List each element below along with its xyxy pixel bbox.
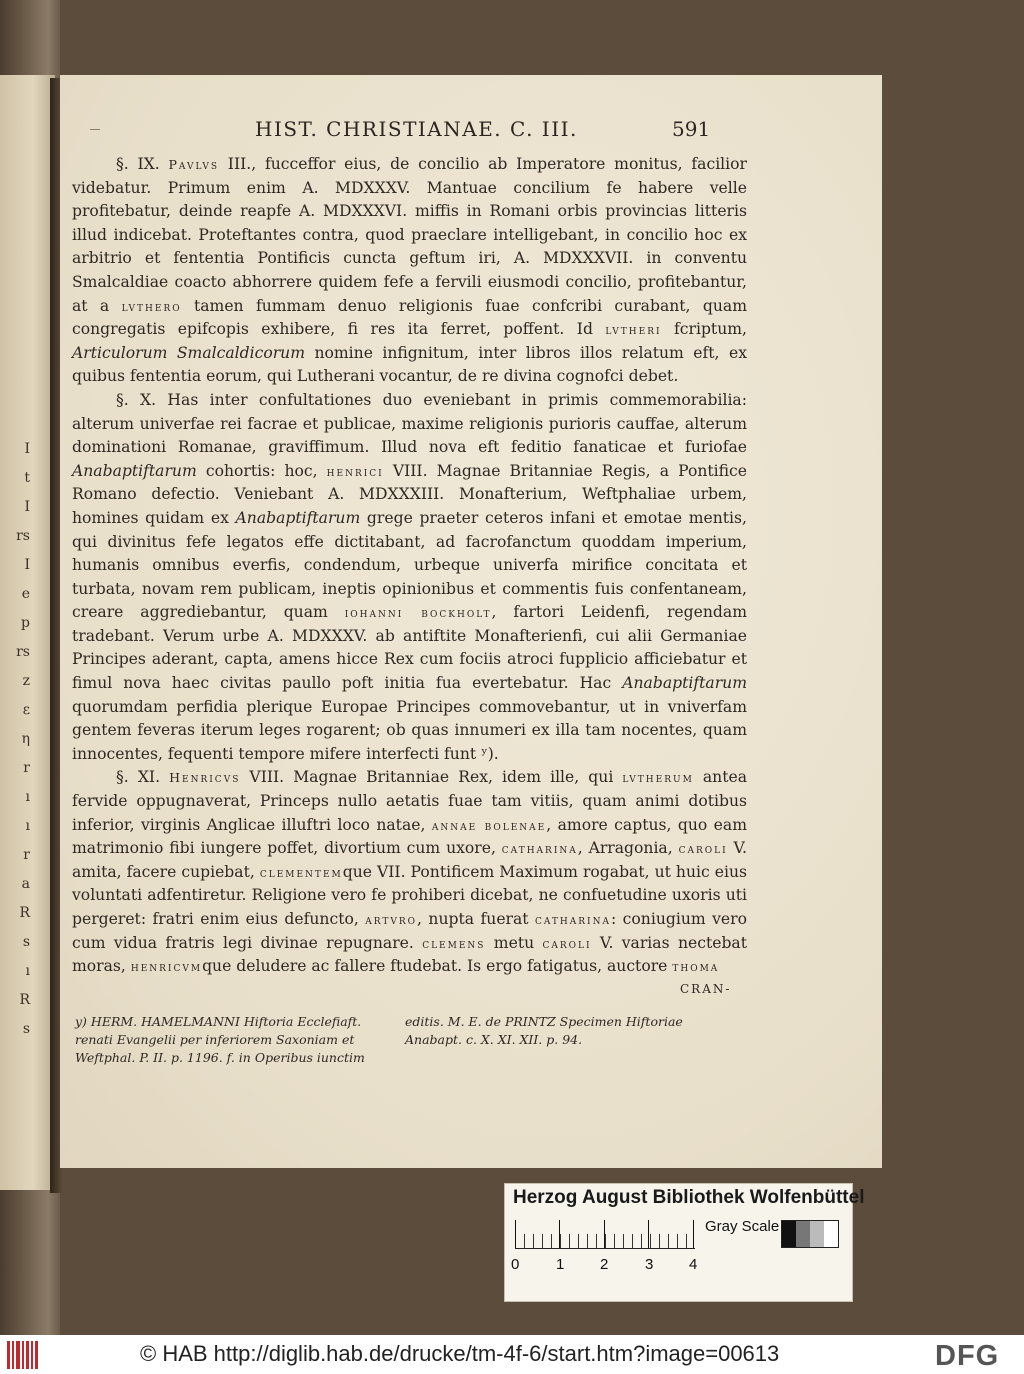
margin-fragment: ı [25,963,30,979]
italic-title: Anabaptiftarum [235,508,361,527]
italic-title: Articulorum Smalcaldicorum [72,343,305,362]
text-run: nomine infignitum, inter libros illos relatum eft, ex quibus fententia eorum, qui Lutherani vocantur, de re divina cognofci debet. [72,343,747,386]
italic-title: Anabaptiftarum [72,461,197,480]
text-run: , fartori Leidenfi, regendam tradebant. Verum urbe A. MDXXXV. ab antiftite Monafterienfi, cui alii Germaniae Principes aderant, capta, amens hicce Rex cum fociis atroci fupplicio afficiebatur et fimul nova haec civitas paullo poft initia fua evertebatur. Hac [72,603,747,693]
proper-name: thoma [672,959,720,975]
header-rule [90,129,100,130]
margin-fragment: r [23,760,30,776]
paragraph-p11 [72,766,747,978]
library-name: Herzog August Bibliothek Wolfenbüttel [513,1187,865,1208]
text-run: , nupta fuerat [417,910,536,928]
text-run: §. XI. [116,768,170,787]
margin-fragment: rs [16,528,30,544]
text-run: , Arragonia, [577,839,679,858]
text-run: cohortis: hoc, [196,461,327,480]
ruler-number: 4 [689,1256,698,1273]
page-header [60,117,882,147]
ruler-number: 2 [600,1256,609,1273]
text-run: III., fucceffor eius, de concilio ab Imperatore monitus, facilior videbatur. Primum enim A. MDXXXV. Mantuae concilium fe habere velle profitebatur, deinde reapfe A. MDXXXVI. miffis in Romani orbis provincias litteris illud indicebat. Proteftantes contra, quod praeclare intelligebant, in concilio hoc ex arbitrio et fententia Pontificis cuncta geftum iri, A. MDXXXVII. in conventu Smalcaldiae coacto abhorrere quidem fefe a fervili eiusmodi concilio, profitebantur, at a [72,155,747,315]
text-run: , amore captus, quo eam matrimonio fibi iungere poffet, divortium cum uxore, [72,815,747,858]
margin-fragment: z [22,673,30,689]
gray-swatch [796,1221,810,1247]
gray-scale-label: Gray Scale [705,1218,780,1235]
proper-name: Henricvs [169,770,241,786]
dfg-logo: DFG [935,1340,1000,1372]
proper-name: caroli [542,935,592,951]
text-run: VIII. Magnae Britanniae Rex, idem ille, qui [240,768,623,787]
margin-fragment: R [19,992,30,1008]
text-run: grege praeter ceteros infani et emotae mentis, qui divinitus fefe legatos effe dictitabant, ad facrofanctum quoddam imperium, humanis omnibus everfis, condendum, urbeque univerfa mirifice concitata et turbata, novam rem publicam, ineptis opinionibus et commentis fuis confentaneam, creare aggrediebantur, quam [72,508,748,622]
viewer-footer [0,1335,1024,1374]
margin-fragments [2,435,30,1055]
margin-fragment: η [21,731,30,747]
text-run: §. IX. [116,155,169,173]
text-run: V. varias nectebat moras, [72,933,747,976]
proper-name: Pavlvs [168,157,220,172]
proper-name: iohanni bockholt [344,605,492,621]
measurement-ruler [515,1220,695,1249]
proper-name: clementem [259,864,343,880]
proper-name: henrici [326,463,384,479]
source-url[interactable]: © HAB http://diglib.hab.de/drucke/tm-4f-6/start.htm?image=00613 [140,1341,780,1366]
paragraph-p10 [72,389,747,767]
margin-fragment: s [22,1021,30,1037]
text-run: que VII. Pontificem Maximum rogabat, ut huic eius voluntati adfentiretur. Religione vero fe prohiberi dicebat, ne confuetudine uxoris uti pergeret: fratri enim eius defuncto, [72,862,747,928]
color-reference-card [504,1183,865,1302]
text-run: VIII. Magnae Britanniae Regis, a Pontifice Romano defectio. Veniebant A. MDXXXIII. Monafterium, Weftphaliae urbem, homines quidam ex [72,461,747,527]
gray-swatch [824,1221,838,1247]
barcode-logo-icon [6,1339,40,1371]
margin-fragment: ε [22,702,30,718]
ruler-number: 1 [556,1256,565,1273]
ruler-number: 0 [511,1256,520,1273]
text-run: metu [485,933,543,952]
margin-fragment: I [24,499,30,515]
margin-fragment: ı [25,789,30,805]
margin-fragment: R [19,905,30,921]
margin-fragment: t [24,470,30,486]
text-run: antea fervide oppugnaverat, Princeps nullo aetatis fuae tam vitiis, quam animi dotibus inferior, virginis Anglicae illuftri loco natae, [72,768,748,834]
text-run: V. amita, facere cupiebat, [72,839,747,881]
proper-name: lvthero [121,298,182,314]
margin-fragment: rs [16,644,30,660]
book-page [60,75,882,1168]
text-run: quorumdam perfidia plerique Europae Principes commovebantur, ut in vniverfam gentem feveras iterum leges rogarent; ob quas innumeri ex illa tam nocentes, quam innocentes, fequenti tempore mifere interfecti funt ʸ). [72,697,747,763]
catchword: CRAN- [680,982,732,996]
text-run: fcriptum, [661,320,747,339]
proper-name: annae bolenae [431,817,547,833]
proper-name: artvro [365,912,418,927]
margin-fragment: ı [25,818,30,834]
margin-fragment: a [21,876,30,892]
italic-title: Anabaptiftarum [622,674,747,693]
margin-fragment: I [24,557,30,573]
ruler-number: 3 [645,1256,654,1273]
gray-swatch [782,1221,796,1247]
text-run: : coniugium vero cum vidua fratris legi divinae repugnare. [72,910,747,952]
previous-page-edge [0,75,56,1190]
proper-name: lvtherum [622,770,694,786]
margin-fragment: e [21,586,30,602]
ruler-numbers [509,1256,709,1280]
text-run: tamen fummam denuo religionis fuae confcribi curabant, quam congregatis epifcopis exhibere, fi res ita ferret, poffent. Id [72,296,747,339]
gray-swatch [810,1221,824,1247]
proper-name: henricvm [130,959,203,975]
text-run: que deludere ac fallere ftudebat. Is ergo fatigatus, auctore [202,957,673,976]
proper-name: lvtheri [605,322,662,338]
text-run: §. X. Has inter confultationes duo eveniebant in primis commemorabilia: alterum univerfae rei facrae et publicae, maxime religionis purioris cauffae, alterum dominationi Romanae, graviffimum. Illud nova eft feditio fanaticae et furiofae [72,390,747,457]
margin-fragment: s [22,934,30,950]
footnote-right: editis. M. E. de PRINTZ Specimen Hiftoriae Anabapt. c. X. XI. XII. p. 94. [405,1014,683,1047]
body-text [72,153,747,979]
proper-name: catharina [535,912,611,927]
paragraph-p9 [72,153,747,389]
margin-fragment: I [24,441,30,457]
margin-fragment: p [21,615,30,631]
proper-name: caroli [678,841,728,857]
proper-name: catharina [501,841,578,857]
gray-scale-swatches [781,1220,839,1248]
running-title: HIST. CHRISTIANAE. C. III. [255,117,578,141]
margin-fragment: r [23,847,30,863]
page-number: 591 [672,117,711,141]
footnote-left: y) HERM. HAMELMANNI Hiftoria Ecclefiaft. renati Evangelii per inferiorem Saxoniam et Weftphal. P. II. p. 1196. f. in Operibus iunctim [75,1014,365,1065]
proper-name: clemens [422,935,486,951]
